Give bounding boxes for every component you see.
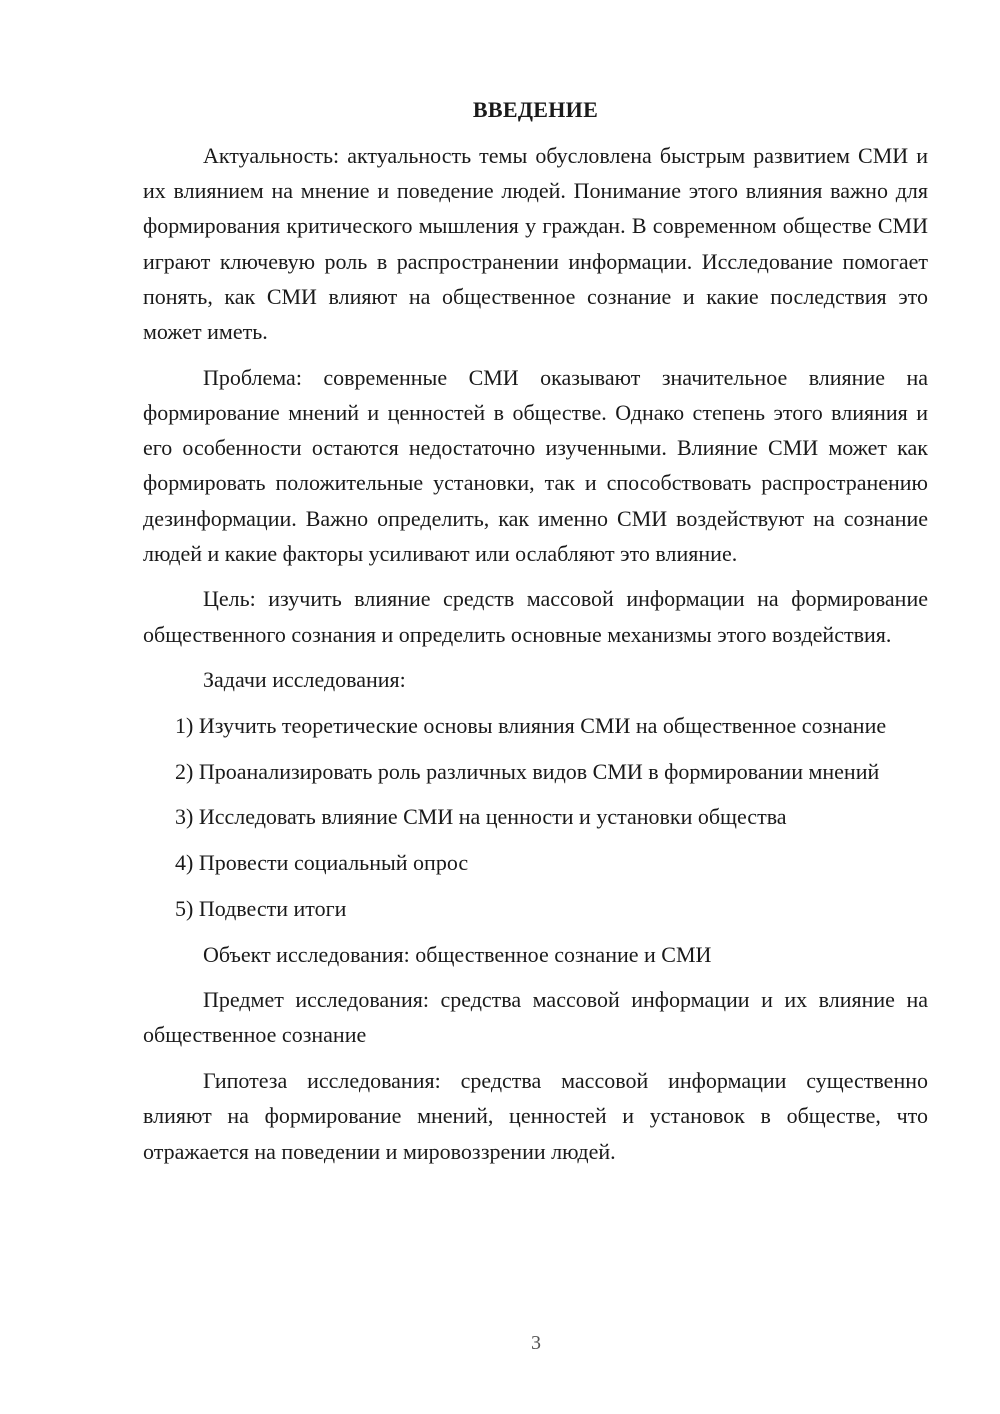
task-item-3: 3) Исследовать влияние СМИ на ценности и установки общества bbox=[175, 804, 787, 830]
problem-paragraph: Проблема: современные СМИ оказывают значительное влияние на формирование мнений и ценностей в обществе. Однако степень этого влияния и его особенности остаются недостаточно изученными. Влияние СМИ может как формировать положительные установки, так и способствовать распространению дезинформации. Важно определить, как именно СМИ воздействуют на сознание людей и какие факторы усиливают или ослабляют это влияние. bbox=[143, 364, 928, 566]
relevance-paragraph: Актуальность: актуальность темы обусловлена быстрым развитием СМИ и их влиянием на мнение и поведение людей. Понимание этого влияния важно для формирования критического мышления у граждан. В современном обществе СМИ играют ключевую роль в распространении информации. Исследование помогает понять, как СМИ влияют на общественное сознание и какие последствия это может иметь. bbox=[143, 143, 928, 345]
task-item-4: 4) Провести социальный опрос bbox=[175, 850, 469, 876]
task-item-2: 2) Проанализировать роль различных видов СМИ в формировании мнений bbox=[175, 758, 880, 784]
task-item-5: 5) Подвести итоги bbox=[175, 895, 347, 921]
page-number: 3 bbox=[531, 1332, 541, 1354]
research-object-paragraph: Объект исследования: общественное сознание и СМИ bbox=[203, 941, 712, 967]
research-subject-paragraph: Предмет исследования: средства массовой информации и их влияние на общественное сознание bbox=[143, 987, 928, 1048]
tasks-heading: Задачи исследования: bbox=[203, 667, 406, 693]
task-item-1: 1) Изучить теоретические основы влияния СМИ на общественное сознание bbox=[175, 713, 887, 739]
goal-paragraph: Цель: изучить влияние средств массовой информации на формирование общественного сознания и определить основные механизмы этого воздействия. bbox=[143, 586, 928, 647]
hypothesis-paragraph: Гипотеза исследования: средства массовой информации существенно влияют на формирование мнений, ценностей и установок в обществе, что отражается на поведении и мировоззрении людей. bbox=[143, 1068, 928, 1164]
page-title: ВВЕДЕНИЕ bbox=[472, 97, 599, 122]
document-page bbox=[143, 92, 928, 1179]
